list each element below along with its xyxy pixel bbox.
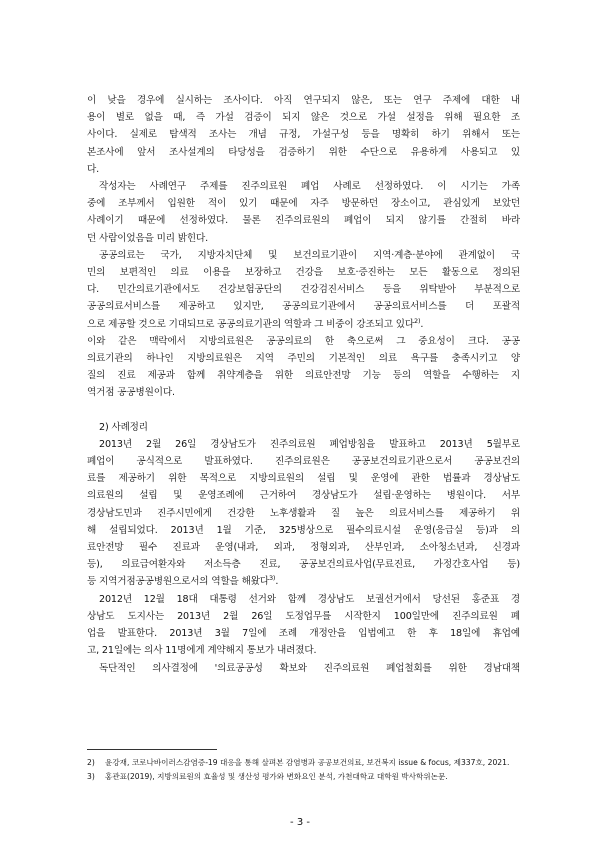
text-line: 사이다. 실제로 탐색적 조사는 개념 규정, 가설구성 등을 명확히 하기 위해서 또는 xyxy=(87,129,520,141)
text-line: 작성자는 사례연구 주제를 진주의료원 폐업 사례로 선정하였다. 이 시기는 가족 xyxy=(99,181,520,193)
text-line: 공공의료서비스를 제공하고 있지만, 공공의료기관에서 공공의료서비스를 더 포괄적 xyxy=(87,301,520,313)
paragraph-opposition xyxy=(87,660,520,677)
text-line: 본조사에 앞서 조사설계의 타당성을 검증하기 위한 수단으로 유용하게 사용되고 있 xyxy=(87,146,520,158)
text-line-content: 으로 제공할 것으로 기대되므로 공공의료기관의 역할과 그 비중이 강조되고 있다 xyxy=(87,318,414,330)
text-line: 으로 제공할 것으로 기대되므로 공공의료기관의 역할과 그 비중이 강조되고 있다$^{2)}$. xyxy=(87,316,424,330)
paragraph-exploratory-research xyxy=(87,92,520,178)
text-line-content: 등 지역거점공공병원으로서의 역할을 해왔다 xyxy=(87,576,269,588)
paragraph-public-healthcare xyxy=(87,247,520,402)
footnote-text: 홍관표(2019), 지방의료원의 효율성 및 생산성 평가와 변화요인 분석, 가천대학교 대학원 박사학위논문. xyxy=(105,771,448,781)
text-line: 의료원의 설립 및 운영조례에 근거하여 경상남도가 설립·운영하는 병원이다. 서부 xyxy=(87,490,520,502)
text-line: 이 낮을 경우에 실시하는 조사이다. 아직 연구되지 않은, 또는 연구 주제에 대한 내 xyxy=(87,95,520,106)
footnote-2 xyxy=(87,756,520,770)
footnote-text: 윤강재, 코로나바이러스감염증-19 대응을 통해 살펴본 감염병과 공공보건의료, 보건복지 issue & focus, 제337호, 2021. xyxy=(105,758,510,767)
text-line: 던 사람이었음을 미리 밝힌다. xyxy=(87,232,209,244)
text-line: 료를 제공하기 위한 목적으로 지방의료원의 설립 및 운영에 관한 법률과 경상남도 xyxy=(87,473,520,485)
text-line: 업을 발표한다. 2013년 3월 7일에 조례 개정안을 입법예고 한 후 18일에 휴업예 xyxy=(87,628,520,640)
text-line: 질의 진료 제공과 함께 취약계층을 위한 의료안전망 기능 등의 역할을 수행하는 지 xyxy=(87,370,520,382)
footnote-number: 3) xyxy=(87,771,95,781)
text-line: 해 설립되었다. 2013년 1월 기준, 325병상으로 필수의료시설 운영(응급실 등)과 의 xyxy=(87,524,520,536)
text-line: 2012년 12월 18대 대통령 선거와 함께 경상남도 보궐선거에서 당선된 홍준표 경 xyxy=(99,593,520,605)
text-line: 폐업이 공식적으로 발표하였다. 진주의료원은 공공보건의료기관으로서 공공보건의 xyxy=(87,456,520,468)
section-heading: 2) 사례정리 xyxy=(99,421,148,433)
footnotes xyxy=(87,756,520,783)
text-line: 의료기관의 하나인 지방의료원은 지역 주민의 기본적인 의료 욕구를 충족시키고 양 xyxy=(87,353,520,365)
text-line: 료안전망 필수 진료과 운영(내과, 외과, 정형외과, 산부인과, 소아청소년과, 신경과 xyxy=(87,542,520,554)
text-line: 다. xyxy=(87,163,100,175)
text-line: 공공의료는 국가, 지방자치단체 및 보건의료기관이 지역·계층·분야에 관계없이 국 xyxy=(99,249,520,261)
text-line: 역거점 공공병원이다. xyxy=(87,387,175,399)
text-line: 이와 같은 맥락에서 지방의료원은 공공의료의 한 축으로써 그 중요성이 크다. 공공 xyxy=(87,335,520,347)
text-line: 다. 민간의료기관에서도 건강보험공단의 건강검진서비스 등을 위탁받아 부분적으로 xyxy=(87,284,520,296)
text-line: 경상남도민과 진주시민에게 건강한 노후생활과 질 높은 의료서비스를 제공하기 위 xyxy=(87,507,520,519)
page-number: - 3 - xyxy=(290,817,310,828)
paragraph-author-selection xyxy=(87,178,520,247)
footnote-divider xyxy=(87,749,217,750)
footnote-ref-3[interactable]: 3) xyxy=(268,574,276,583)
document-body xyxy=(87,92,520,677)
text-line: 고, 21일에는 의사 11명에게 계약해지 통보가 내려졌다. xyxy=(87,645,317,657)
footnote-number: 2) xyxy=(87,758,95,767)
footnote-3 xyxy=(87,770,520,784)
text-line: 2013년 2월 26일 경상남도가 진주의료원 폐업방침을 발표하고 2013년 5월부로 xyxy=(99,438,520,450)
section-gap xyxy=(87,402,520,419)
paragraph-case-summary xyxy=(87,436,520,591)
text-line: 독단적인 의사결정에 '의료공공성 확보와 진주의료원 폐업철회를 위한 경남대책 xyxy=(99,662,520,674)
text-line: 중에 조부께서 입원한 적이 있기 때문에 자주 방문하던 장소이고, 관심있게 보았던 xyxy=(87,198,520,210)
footnote-ref-2[interactable]: 2) xyxy=(413,316,421,325)
text-line: 상남도 도지사는 2013년 2월 26일 도정업무를 시작한지 100일만에 진주의료원 폐 xyxy=(87,610,520,622)
text-line: 민의 보편적인 의료 이용을 보장하고 건강을 보호·증진하는 모든 활동으로 정의된 xyxy=(87,267,520,279)
paragraph-governor-decision xyxy=(87,591,520,660)
text-line: 등), 의료급여환자와 저소득층 진료, 공공보건의료사업(무료진료, 가정간호사업 등) xyxy=(87,559,520,571)
text-line: 용이 별로 없을 때, 즉 가설 검증이 되지 않은 것으로 가설 설정을 위해 필요한 조 xyxy=(87,112,520,124)
text-line: 등 지역거점공공병원으로서의 역할을 해왔다$^{3)}$. xyxy=(87,574,279,588)
text-line: 사례이기 때문에 선정하였다. 물론 진주의료원의 폐업이 되지 않기를 간절히 바라 xyxy=(87,215,520,227)
